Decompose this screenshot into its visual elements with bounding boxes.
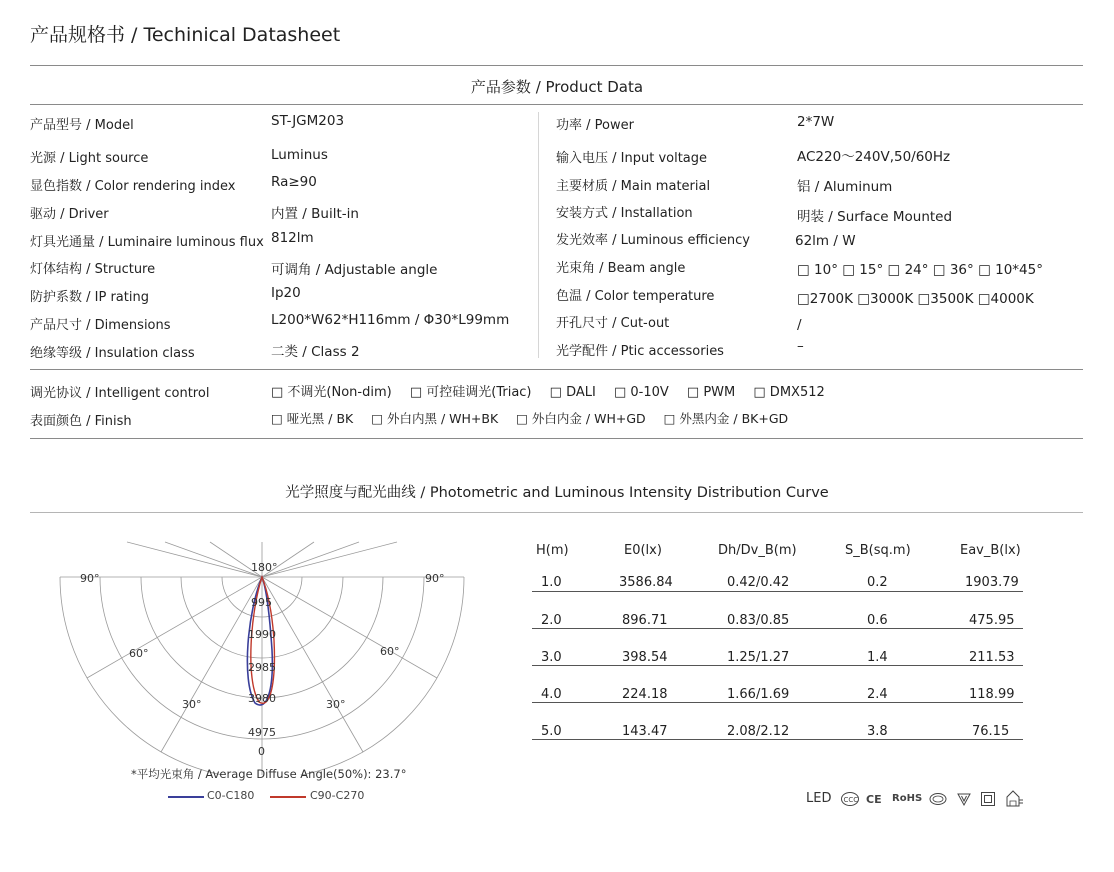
angle-label: 180° — [251, 561, 278, 574]
spec-value: 内置 / Built-in — [271, 206, 359, 222]
table-cell: 1.25/1.27 — [727, 650, 790, 665]
row-divider — [532, 665, 1023, 666]
row-divider — [532, 702, 1023, 703]
spec-value: 62lm / W — [795, 233, 856, 249]
ring-value: 4975 — [248, 726, 276, 739]
svg-text:CCC: CCC — [843, 796, 859, 804]
table-cell: 143.47 — [622, 724, 668, 739]
angle-label: 0 — [258, 745, 265, 758]
ring-value: 1990 — [248, 628, 276, 641]
table-cell: 1.0 — [541, 575, 562, 590]
spec-label: 发光效率 / Luminous efficiency — [556, 233, 750, 248]
polar-distribution-diagram — [55, 530, 475, 775]
spec-value: AC220～240V,50/60Hz — [797, 149, 951, 165]
spec-value: Luminus — [271, 147, 328, 163]
spec-label: 光束角 / Beam angle — [556, 261, 686, 276]
angle-label: 90° — [80, 572, 100, 585]
angle-label: 90° — [425, 572, 445, 585]
spec-value: ST-JGM203 — [271, 113, 345, 129]
spec-value: 明装 / Surface Mounted — [797, 209, 953, 225]
spec-label: 灯具光通量 / Luminaire luminous flux — [30, 235, 264, 250]
table-cell: 0.83/0.85 — [727, 613, 790, 628]
spec-value: 812lm — [271, 230, 314, 246]
table-cell: 2.0 — [541, 613, 562, 628]
ring-value: 995 — [251, 596, 272, 609]
control-option[interactable]: □ 可控硅调光(Triac) — [409, 385, 532, 400]
table-header: S_B(sq.m) — [845, 543, 911, 558]
spec-value: □2700K □3000K □3500K □4000K — [797, 291, 1034, 307]
table-cell: 211.53 — [969, 650, 1015, 665]
spec-label: 光源 / Light source — [30, 151, 149, 166]
table-cell: 0.42/0.42 — [727, 575, 790, 590]
angle-label: 30° — [182, 698, 202, 711]
triangle-v-icon — [956, 791, 972, 807]
spec-label: 色温 / Color temperature — [556, 289, 715, 304]
product-section-title: 产品参数 / Product Data — [470, 78, 644, 96]
spec-label: 驱动 / Driver — [30, 207, 109, 222]
legend-line-c90 — [270, 796, 306, 798]
table-cell: 2.4 — [867, 687, 888, 702]
divider — [30, 512, 1083, 513]
finish-option[interactable]: □ 外白内金 / WH+GD — [516, 411, 646, 426]
ring-value: 3980 — [248, 692, 276, 705]
divider — [30, 438, 1083, 439]
angle-label: 60° — [129, 647, 149, 660]
divider — [30, 104, 1083, 105]
spec-label: 绝缘等级 / Insulation class — [30, 346, 195, 361]
spec-label: 产品尺寸 / Dimensions — [30, 318, 171, 333]
table-cell: 4.0 — [541, 687, 562, 702]
row-divider — [532, 628, 1023, 629]
spec-value: 铝 / Aluminum — [797, 179, 893, 195]
spec-label: 灯体结构 / Structure — [30, 262, 156, 277]
angle-label: 30° — [326, 698, 346, 711]
table-header: H(m) — [536, 543, 569, 558]
table-cell: 0.6 — [867, 613, 888, 628]
table-cell: 3.0 — [541, 650, 562, 665]
finish-label: 表面颜色 / Finish — [30, 414, 132, 429]
spec-label: 安装方式 / Installation — [556, 206, 693, 221]
page-title: 产品规格书 / Techinical Datasheet — [30, 24, 341, 46]
svg-text:CE: CE — [866, 793, 882, 806]
control-option[interactable]: □ 0-10V — [613, 385, 669, 400]
spec-label: 开孔尺寸 / Cut-out — [556, 316, 670, 331]
spec-label: 主要材质 / Main material — [556, 179, 711, 194]
table-cell: 5.0 — [541, 724, 562, 739]
table-cell: 0.2 — [867, 575, 888, 590]
spec-label: 功率 / Power — [556, 118, 634, 133]
house-icon — [1004, 789, 1024, 807]
table-cell: 896.71 — [622, 613, 668, 628]
table-cell: 2.08/2.12 — [727, 724, 790, 739]
spec-label: 防护系数 / IP rating — [30, 290, 149, 305]
table-cell: 224.18 — [622, 687, 668, 702]
divider — [30, 369, 1083, 370]
control-option[interactable]: □ PWM — [686, 385, 736, 400]
ce-icon — [866, 791, 886, 807]
ccc-small-icon — [928, 791, 948, 807]
finish-option[interactable]: □ 哑光黑 / BK — [271, 411, 354, 426]
spec-value: / — [797, 317, 802, 333]
ring-value: 2985 — [248, 661, 276, 674]
row-divider — [532, 591, 1023, 592]
table-header: Dh/Dv_B(m) — [718, 543, 797, 558]
beam-angle-note: *平均光束角 / Average Diffuse Angle(50%): 23.7° — [131, 767, 407, 781]
legend-label: C90-C270 — [310, 789, 365, 802]
row-divider — [532, 739, 1023, 740]
spec-label: 光学配件 / Ptic accessories — [556, 344, 724, 359]
table-cell: 398.54 — [622, 650, 668, 665]
spec-value: Ra≥90 — [271, 174, 317, 190]
spec-value: □ 10° □ 15° □ 24° □ 36° □ 10*45° — [797, 262, 1043, 278]
column-divider — [538, 112, 539, 358]
table-cell: 3586.84 — [619, 575, 673, 590]
control-option[interactable]: □ DMX512 — [753, 385, 825, 400]
led-mark: LED — [806, 791, 832, 806]
table-cell: 1903.79 — [965, 575, 1019, 590]
spec-label: 显色指数 / Color rendering index — [30, 179, 236, 194]
finish-option[interactable]: □ 外白内黑 / WH+BK — [371, 411, 499, 426]
table-cell: 1.66/1.69 — [727, 687, 790, 702]
spec-value: L200*W62*H116mm / Φ30*L99mm — [271, 312, 510, 328]
table-cell: 475.95 — [969, 613, 1015, 628]
table-cell: 1.4 — [867, 650, 888, 665]
divider — [30, 65, 1083, 66]
control-option[interactable]: □ 不调光(Non-dim) — [271, 385, 392, 400]
control-option[interactable]: □ DALI — [549, 385, 596, 400]
rohs-mark: RoHS — [892, 793, 923, 804]
spec-value: 可调角 / Adjustable angle — [271, 262, 438, 278]
spec-value: Ip20 — [271, 285, 301, 301]
control-label: 调光协议 / Intelligent control — [30, 386, 210, 401]
table-header: E0(lx) — [624, 543, 662, 558]
ccc-icon — [840, 791, 860, 807]
legend-label: C0-C180 — [207, 789, 255, 802]
spec-label: 产品型号 / Model — [30, 118, 134, 133]
spec-value: 2*7W — [797, 114, 835, 130]
spec-value: – — [797, 338, 804, 354]
spec-value: 二类 / Class 2 — [271, 344, 360, 360]
table-cell: 3.8 — [867, 724, 888, 739]
table-cell: 118.99 — [969, 687, 1015, 702]
finish-option[interactable]: □ 外黑内金 / BK+GD — [663, 411, 789, 426]
legend-line-c0 — [168, 796, 204, 798]
finish-options — [271, 409, 802, 427]
table-cell: 76.15 — [972, 724, 1010, 739]
spec-label: 输入电压 / Input voltage — [556, 151, 708, 166]
angle-label: 60° — [380, 645, 400, 658]
control-options — [271, 381, 839, 400]
table-header: Eav_B(lx) — [960, 543, 1021, 558]
photometric-title: 光学照度与配光曲线 / Photometric and Luminous Intensity Distribution Curve — [285, 485, 829, 501]
double-square-icon — [980, 791, 996, 807]
